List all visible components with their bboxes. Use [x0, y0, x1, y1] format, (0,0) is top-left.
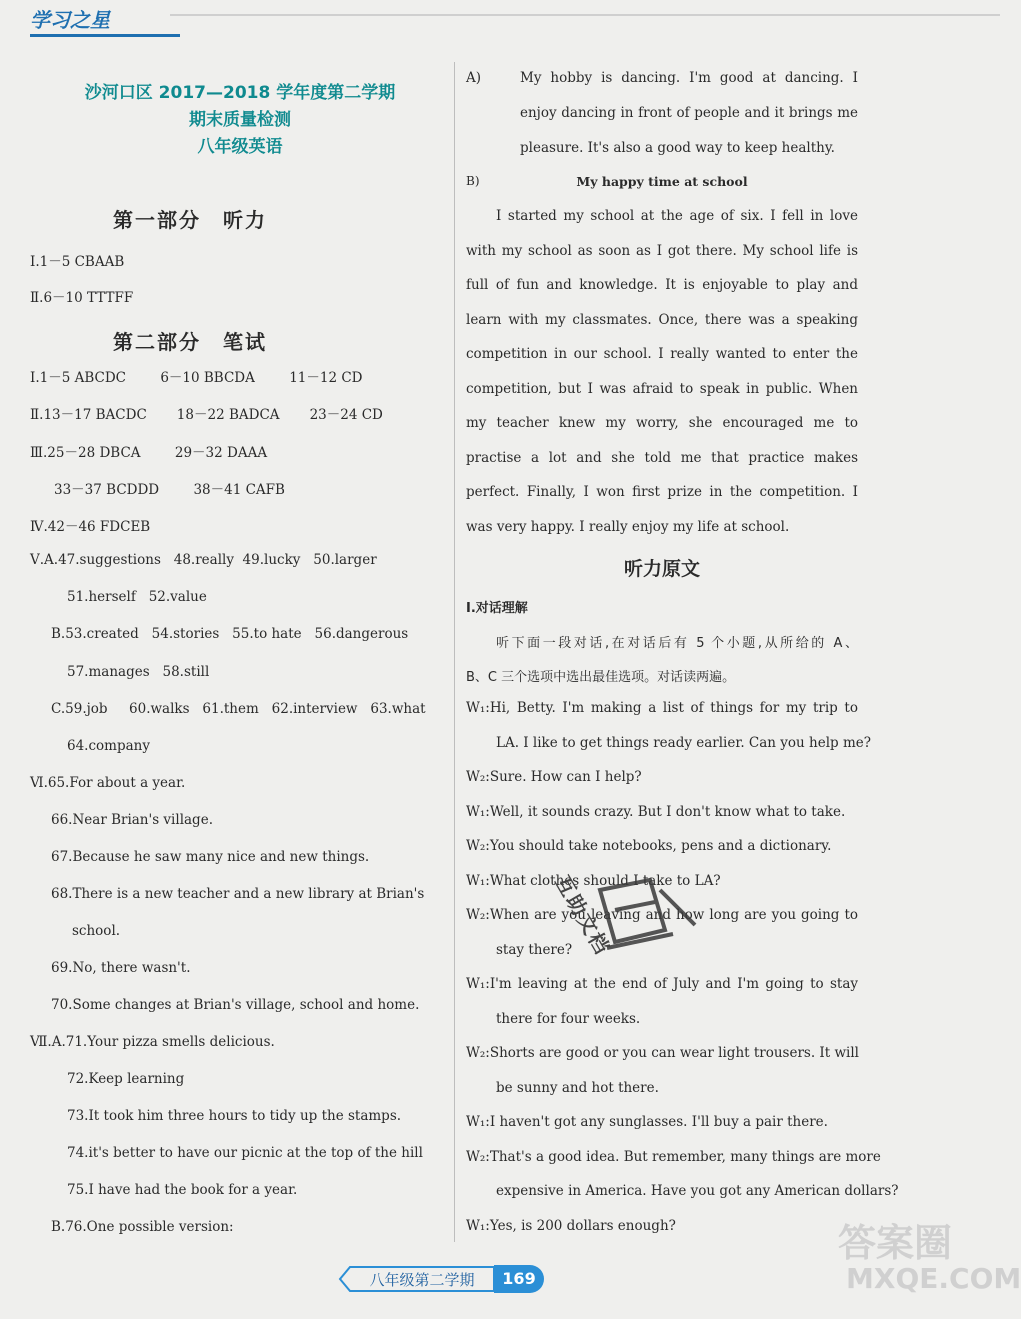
dialog-line: W₁:I'm leaving at the end of July and I'm going to stay [466, 976, 858, 992]
essay-b-line: perfect. Finally, I won first prize in the competition. I [466, 484, 858, 500]
essay-b-label: B) [466, 174, 480, 188]
watermark-logo: 答案圈 [838, 1221, 953, 1265]
essay-b-line: competition, but I was afraid to speak in public. When [466, 381, 858, 397]
essay-a-line: enjoy dancing in front of people and it brings me [520, 105, 858, 121]
answer-line: Ⅰ.1－5 ABCDC 6－10 BBCDA 11－12 CD [30, 370, 363, 386]
part2-heading: 第二部分 笔试 [113, 330, 267, 354]
column-divider [454, 62, 455, 1242]
watermark-url: MXQE.COM [846, 1262, 1021, 1295]
dialog-line: expensive in America. Have you got any American dollars? [496, 1183, 899, 1199]
answer-line: Ⅱ.13－17 BACDC 18－22 BADCA 23－24 CD [30, 407, 383, 423]
essay-a-line: pleasure. It's also a good way to keep healthy. [520, 140, 835, 156]
answer-line: 33－37 BCDDD 38－41 CAFB [54, 482, 285, 498]
dialog-line: W₁:Hi, Betty. I'm making a list of things for my trip to [466, 700, 858, 716]
dialog-line: W₂:You should take notebooks, pens and a dictionary. [466, 838, 832, 854]
answer-line: Ⅲ.25－28 DBCA 29－32 DAAA [30, 445, 268, 461]
essay-b-line: full of fun and knowledge. It is enjoyable to play and [466, 277, 858, 293]
stamp-text: 互助文档 [550, 871, 616, 960]
answer-line: 75.I have had the book for a year. [67, 1182, 298, 1198]
left-column [30, 80, 450, 1235]
exam-title-2: 期末质量检测 [189, 110, 291, 130]
essay-b-line: learn with my classmates. Once, there was a speaking [466, 312, 858, 328]
dialog-line: stay there? [496, 942, 573, 958]
dialog-line: LA. I like to get things ready earlier. Can you help me? [496, 735, 871, 751]
answer-line: 72.Keep learning [67, 1071, 185, 1087]
answer-line: Ⅵ.65.For about a year. [30, 775, 186, 791]
answer-line: C.59.job 60.walks 61.them 62.interview 63.what [51, 701, 426, 717]
page-number: 169 [494, 1265, 544, 1293]
answer-line: 64.company [67, 738, 150, 754]
answer-line: 68.There is a new teacher and a new library at Brian's [51, 886, 425, 902]
answer-line: B.53.created 54.stories 55.to hate 56.dangerous [51, 626, 409, 642]
page-footer [332, 1265, 552, 1293]
essay-b-line: was very happy. I really enjoy my life at school. [466, 519, 790, 535]
answer-line: Ⅶ.A.71.Your pizza smells delicious. [30, 1034, 275, 1050]
dialog-line: there for four weeks. [496, 1011, 641, 1027]
listening-subheading: Ⅰ.对话理解 [466, 601, 528, 616]
part1-answer-1: Ⅰ.1－5 CBAAB [30, 254, 125, 270]
answer-line: 70.Some changes at Brian's village, school and home. [51, 997, 420, 1013]
essay-a-label: A) [466, 70, 482, 86]
header-rule [170, 14, 1000, 16]
dialog-line: W₁:I haven't got any sunglasses. I'll buy a pair there. [466, 1114, 828, 1130]
dialog-line: W₁:What clothes should I take to LA? [466, 873, 721, 889]
instruction-line: B、C 三个选项中选出最佳选项。对话读两遍。 [466, 670, 736, 685]
exam-title-3: 八年级英语 [197, 137, 283, 157]
essay-b-line: with my school as soon as I got there. My school life is [466, 243, 858, 259]
answer-line: 57.manages 58.still [67, 664, 210, 680]
dialog-line: W₂:Sure. How can I help? [466, 769, 642, 785]
answer-line: 51.herself 52.value [67, 589, 207, 605]
brand-logo: 学习之星 [30, 8, 110, 32]
dialog-line: W₂:That's a good idea. But remember, many things are more [466, 1149, 881, 1165]
essay-a-line: My hobby is dancing. I'm good at dancing. I [520, 70, 858, 86]
dialog-line: W₁:Yes, is 200 dollars enough? [466, 1218, 676, 1234]
answer-line: Ⅳ.42－46 FDCEB [30, 519, 151, 535]
footer-label: 八年级第二学期 [369, 1271, 475, 1289]
listening-heading: 听力原文 [623, 558, 700, 580]
answer-line: 67.Because he saw many nice and new things. [51, 849, 370, 865]
essay-b-line: practise a lot and she told me that practice makes [466, 450, 858, 466]
exam-title-1: 沙河口区 2017—2018 学年度第二学期 [84, 83, 396, 103]
answer-line: school. [72, 923, 121, 939]
essay-b-title: My happy time at school [576, 174, 748, 189]
page-header [0, 0, 1000, 44]
part1-answer-2: Ⅱ.6－10 TTTFF [30, 290, 134, 306]
dialog-line: W₁:Well, it sounds crazy. But I don't know what to take. [466, 804, 846, 820]
answer-line: Ⅴ.A.47.suggestions 48.really 49.lucky 50.larger [30, 552, 377, 568]
answer-line: 74.it's better to have our picnic at the top of the hill [67, 1145, 423, 1161]
answer-line: 69.No, there wasn't. [51, 960, 191, 976]
essay-b-line: I started my school at the age of six. I fell in love [496, 208, 858, 224]
brand-underline [30, 34, 180, 37]
dialog-line: W₂:Shorts are good or you can wear light trousers. It will [466, 1045, 859, 1061]
essay-b-line: competition in our school. I really wanted to enter the [466, 346, 858, 362]
answer-line: 73.It took him three hours to tidy up the stamps. [67, 1108, 402, 1124]
part1-heading: 第一部分 听力 [113, 208, 267, 232]
answer-line: 66.Near Brian's village. [51, 812, 213, 828]
essay-b-line: my teacher knew my worry, she encouraged me to [466, 415, 858, 431]
answer-line: B.76.One possible version: [51, 1219, 234, 1235]
instruction-line: 听下面一段对话,在对话后有 5 个小题,从所给的 A、 [496, 636, 858, 651]
dialog-line: be sunny and hot there. [496, 1080, 659, 1096]
dialog-line: W₂:When are you leaving and how long are you going to [466, 907, 858, 923]
